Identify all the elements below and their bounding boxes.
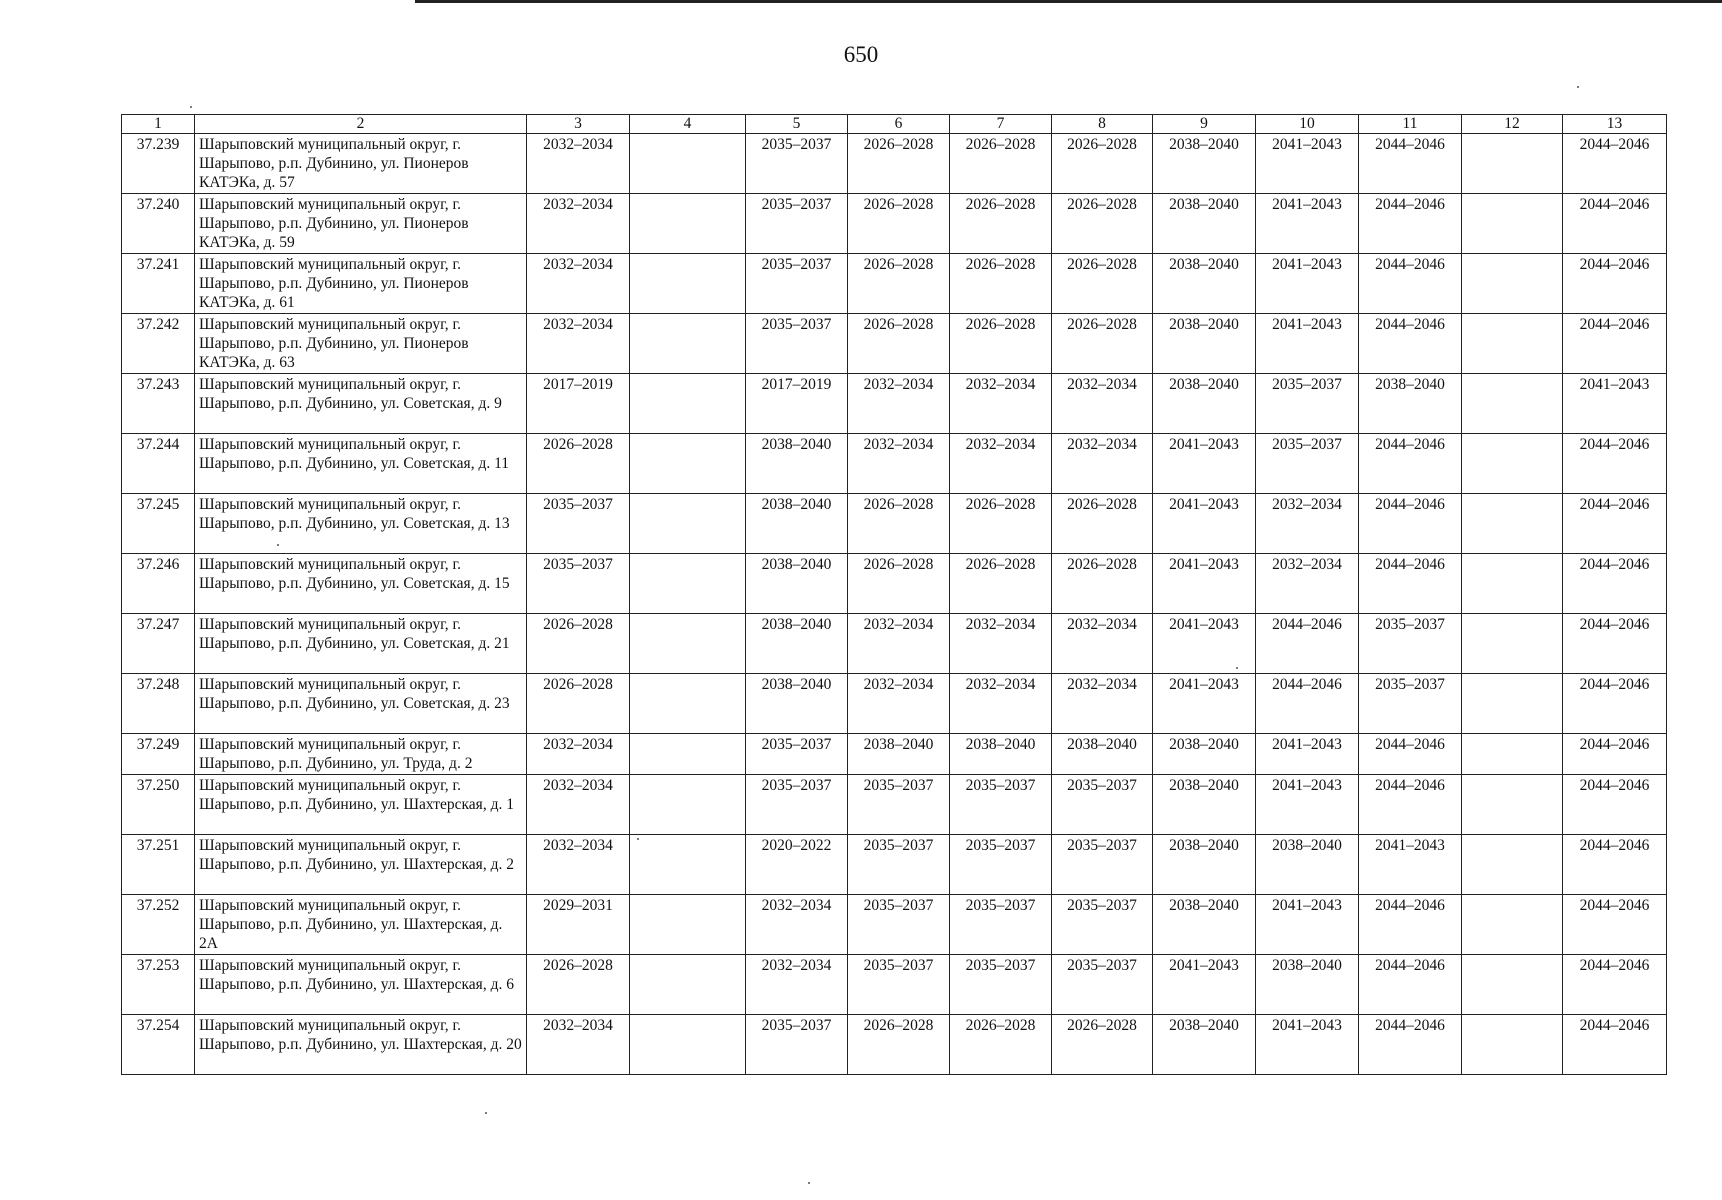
address-cell: Шарыповский муниципальный округ, г. Шарыпово, р.п. Дубинино, ул. Шахтерская, д. 20 [195,1015,527,1075]
period-cell-col-4 [630,674,746,734]
period-cell-col-4 [630,775,746,835]
table-row [122,434,1667,494]
column-number-7: 7 [950,115,1052,134]
period-cell-col-13: 2041–2043 [1563,374,1667,434]
period-cell-col-9: 2038–2040 [1153,254,1256,314]
period-cell-col-13: 2044–2046 [1563,674,1667,734]
period-cell-col-5: 2020–2022 [746,835,848,895]
table-row [122,955,1667,1015]
period-cell-col-8: 2032–2034 [1052,374,1153,434]
address-cell: Шарыповский муниципальный округ, г. Шарыпово, р.п. Дубинино, ул. Шахтерская, д. 6 [195,955,527,1015]
address-cell: Шарыповский муниципальный округ, г. Шарыпово, р.п. Дубинино, ул. Пионеров КАТЭКа, д. 57 [195,134,527,194]
period-cell-col-7: 2026–2028 [950,494,1052,554]
period-cell-col-6: 2032–2034 [848,674,950,734]
period-cell-col-6: 2026–2028 [848,554,950,614]
period-cell-col-12 [1462,494,1563,554]
row-number: 37.250 [122,775,195,835]
period-cell-col-5: 2032–2034 [746,955,848,1015]
period-cell-col-7: 2026–2028 [950,194,1052,254]
period-cell-col-3: 2026–2028 [527,955,630,1015]
period-cell-col-6: 2026–2028 [848,134,950,194]
table-row [122,554,1667,614]
period-cell-col-4 [630,614,746,674]
period-cell-col-5: 2035–2037 [746,134,848,194]
period-cell-col-3: 2035–2037 [527,554,630,614]
period-cell-col-4 [630,554,746,614]
period-cell-col-3: 2032–2034 [527,254,630,314]
column-number-4: 4 [630,115,746,134]
period-cell-col-4 [630,374,746,434]
period-cell-col-11: 2044–2046 [1359,314,1462,374]
period-cell-col-10: 2038–2040 [1256,835,1359,895]
period-cell-col-9: 2041–2043 [1153,554,1256,614]
period-cell-col-12 [1462,314,1563,374]
period-cell-col-4 [630,955,746,1015]
period-cell-col-10: 2041–2043 [1256,194,1359,254]
row-number: 37.252 [122,895,195,955]
table-header [122,115,1667,134]
table-row [122,614,1667,674]
period-cell-col-5: 2038–2040 [746,674,848,734]
address-cell: Шарыповский муниципальный округ, г. Шарыпово, р.п. Дубинино, ул. Советская, д. 9 [195,374,527,434]
row-number: 37.244 [122,434,195,494]
period-cell-col-10: 2044–2046 [1256,614,1359,674]
row-number: 37.247 [122,614,195,674]
period-cell-col-12 [1462,1015,1563,1075]
address-cell: Шарыповский муниципальный округ, г. Шарыпово, р.п. Дубинино, ул. Шахтерская, д. 2 [195,835,527,895]
period-cell-col-7: 2038–2040 [950,734,1052,775]
period-cell-col-9: 2038–2040 [1153,734,1256,775]
address-cell: Шарыповский муниципальный округ, г. Шарыпово, р.п. Дубинино, ул. Труда, д. 2 [195,734,527,775]
period-cell-col-8: 2026–2028 [1052,134,1153,194]
row-number: 37.251 [122,835,195,895]
period-cell-col-13: 2044–2046 [1563,494,1667,554]
period-cell-col-7: 2032–2034 [950,614,1052,674]
period-cell-col-5: 2038–2040 [746,494,848,554]
address-cell: Шарыповский муниципальный округ, г. Шарыпово, р.п. Дубинино, ул. Советская, д. 21 [195,614,527,674]
period-cell-col-6: 2026–2028 [848,1015,950,1075]
period-cell-col-9: 2038–2040 [1153,314,1256,374]
column-number-5: 5 [746,115,848,134]
period-cell-col-12 [1462,134,1563,194]
period-cell-col-13: 2044–2046 [1563,134,1667,194]
period-cell-col-13: 2044–2046 [1563,775,1667,835]
period-cell-col-3: 2032–2034 [527,194,630,254]
period-cell-col-9: 2041–2043 [1153,494,1256,554]
period-cell-col-11: 2044–2046 [1359,775,1462,835]
period-cell-col-4 [630,194,746,254]
page-number: 650 [843,42,879,67]
period-cell-col-3: 2032–2034 [527,134,630,194]
period-cell-col-8: 2026–2028 [1052,254,1153,314]
period-cell-col-5: 2035–2037 [746,775,848,835]
period-cell-col-10: 2035–2037 [1256,434,1359,494]
period-cell-col-10: 2032–2034 [1256,554,1359,614]
period-cell-col-8: 2026–2028 [1052,314,1153,374]
period-cell-col-13: 2044–2046 [1563,194,1667,254]
column-number-6: 6 [848,115,950,134]
period-cell-col-11: 2044–2046 [1359,194,1462,254]
period-cell-col-11: 2044–2046 [1359,1015,1462,1075]
period-cell-col-13: 2044–2046 [1563,434,1667,494]
period-cell-col-9: 2038–2040 [1153,775,1256,835]
period-cell-col-7: 2035–2037 [950,955,1052,1015]
row-number: 37.243 [122,374,195,434]
period-cell-col-9: 2041–2043 [1153,434,1256,494]
period-cell-col-10: 2041–2043 [1256,895,1359,955]
period-cell-col-8: 2035–2037 [1052,895,1153,955]
period-cell-col-7: 2032–2034 [950,374,1052,434]
address-cell: Шарыповский муниципальный округ, г. Шарыпово, р.п. Дубинино, ул. Советская, д. 11 [195,434,527,494]
period-cell-col-3: 2035–2037 [527,494,630,554]
column-number-11: 11 [1359,115,1462,134]
table-row [122,374,1667,434]
period-cell-col-4 [630,1015,746,1075]
period-cell-col-3: 2032–2034 [527,314,630,374]
table-row [122,194,1667,254]
period-cell-col-3: 2032–2034 [527,1015,630,1075]
period-cell-col-5: 2038–2040 [746,614,848,674]
table-row [122,674,1667,734]
row-number: 37.254 [122,1015,195,1075]
row-number: 37.245 [122,494,195,554]
column-number-1: 1 [122,115,195,134]
period-cell-col-10: 2041–2043 [1256,314,1359,374]
period-cell-col-4 [630,494,746,554]
column-number-13: 13 [1563,115,1667,134]
period-cell-col-12 [1462,775,1563,835]
period-cell-col-5: 2038–2040 [746,434,848,494]
period-cell-col-12 [1462,194,1563,254]
period-cell-col-6: 2038–2040 [848,734,950,775]
period-cell-col-8: 2026–2028 [1052,1015,1153,1075]
period-cell-col-8: 2035–2037 [1052,955,1153,1015]
period-cell-col-3: 2026–2028 [527,614,630,674]
period-cell-col-9: 2038–2040 [1153,374,1256,434]
period-cell-col-8: 2026–2028 [1052,554,1153,614]
period-cell-col-4 [630,134,746,194]
period-cell-col-11: 2044–2046 [1359,734,1462,775]
period-cell-col-8: 2032–2034 [1052,614,1153,674]
period-cell-col-7: 2026–2028 [950,134,1052,194]
address-cell: Шарыповский муниципальный округ, г. Шарыпово, р.п. Дубинино, ул. Советская, д. 15 [195,554,527,614]
period-cell-col-10: 2038–2040 [1256,955,1359,1015]
column-number-12: 12 [1462,115,1563,134]
period-cell-col-7: 2026–2028 [950,1015,1052,1075]
period-cell-col-9: 2038–2040 [1153,1015,1256,1075]
period-cell-col-11: 2044–2046 [1359,134,1462,194]
period-cell-col-11: 2041–2043 [1359,835,1462,895]
period-cell-col-6: 2035–2037 [848,895,950,955]
row-number: 37.248 [122,674,195,734]
period-cell-col-8: 2026–2028 [1052,194,1153,254]
period-cell-col-7: 2032–2034 [950,434,1052,494]
period-cell-col-13: 2044–2046 [1563,614,1667,674]
table-row [122,134,1667,194]
period-cell-col-9: 2038–2040 [1153,134,1256,194]
address-cell: Шарыповский муниципальный округ, г. Шарыпово, р.п. Дубинино, ул. Шахтерская, д. 1 [195,775,527,835]
period-cell-col-12 [1462,614,1563,674]
top-rule [415,0,1722,3]
period-cell-col-5: 2035–2037 [746,314,848,374]
period-cell-col-13: 2044–2046 [1563,835,1667,895]
period-cell-col-6: 2032–2034 [848,374,950,434]
period-cell-col-7: 2035–2037 [950,895,1052,955]
period-cell-col-12 [1462,734,1563,775]
table-container [121,114,1667,1075]
column-number-2: 2 [195,115,527,134]
address-cell: Шарыповский муниципальный округ, г. Шарыпово, р.п. Дубинино, ул. Пионеров КАТЭКа, д. 59 [195,194,527,254]
period-cell-col-3: 2032–2034 [527,835,630,895]
period-cell-col-10: 2041–2043 [1256,775,1359,835]
period-cell-col-3: 2032–2034 [527,734,630,775]
period-cell-col-13: 2044–2046 [1563,955,1667,1015]
period-cell-col-11: 2044–2046 [1359,434,1462,494]
period-cell-col-8: 2035–2037 [1052,775,1153,835]
row-number: 37.253 [122,955,195,1015]
row-number: 37.240 [122,194,195,254]
period-cell-col-4 [630,314,746,374]
period-cell-col-9: 2041–2043 [1153,614,1256,674]
period-cell-col-12 [1462,955,1563,1015]
period-cell-col-7: 2026–2028 [950,254,1052,314]
column-number-8: 8 [1052,115,1153,134]
period-cell-col-7: 2035–2037 [950,775,1052,835]
period-cell-col-12 [1462,254,1563,314]
period-cell-col-5: 2035–2037 [746,254,848,314]
period-cell-col-3: 2026–2028 [527,434,630,494]
period-cell-col-9: 2038–2040 [1153,895,1256,955]
table-row [122,895,1667,955]
period-cell-col-13: 2044–2046 [1563,554,1667,614]
table-row [122,254,1667,314]
period-cell-col-3: 2026–2028 [527,674,630,734]
table-row [122,314,1667,374]
table-row [122,494,1667,554]
period-cell-col-12 [1462,674,1563,734]
period-cell-col-12 [1462,835,1563,895]
period-cell-col-6: 2035–2037 [848,955,950,1015]
period-cell-col-10: 2044–2046 [1256,674,1359,734]
period-cell-col-13: 2044–2046 [1563,895,1667,955]
period-cell-col-11: 2044–2046 [1359,895,1462,955]
address-cell: Шарыповский муниципальный округ, г. Шарыпово, р.п. Дубинино, ул. Советская, д. 13 [195,494,527,554]
period-cell-col-3: 2017–2019 [527,374,630,434]
period-cell-col-4 [630,895,746,955]
period-cell-col-13: 2044–2046 [1563,1015,1667,1075]
column-number-3: 3 [527,115,630,134]
period-cell-col-13: 2044–2046 [1563,734,1667,775]
schedule-table [121,114,1667,1075]
column-number-9: 9 [1153,115,1256,134]
period-cell-col-8: 2026–2028 [1052,494,1153,554]
period-cell-col-6: 2035–2037 [848,775,950,835]
period-cell-col-4 [630,835,746,895]
period-cell-col-10: 2041–2043 [1256,254,1359,314]
period-cell-col-13: 2044–2046 [1563,314,1667,374]
period-cell-col-11: 2044–2046 [1359,955,1462,1015]
period-cell-col-12 [1462,434,1563,494]
period-cell-col-6: 2032–2034 [848,614,950,674]
period-cell-col-10: 2035–2037 [1256,374,1359,434]
address-cell: Шарыповский муниципальный округ, г. Шарыпово, р.п. Дубинино, ул. Шахтерская, д. 2А [195,895,527,955]
period-cell-col-11: 2044–2046 [1359,554,1462,614]
table-row [122,835,1667,895]
period-cell-col-12 [1462,895,1563,955]
period-cell-col-11: 2038–2040 [1359,374,1462,434]
row-number: 37.246 [122,554,195,614]
address-cell: Шарыповский муниципальный округ, г. Шарыпово, р.п. Дубинино, ул. Пионеров КАТЭКа, д. 61 [195,254,527,314]
period-cell-col-5: 2032–2034 [746,895,848,955]
period-cell-col-10: 2032–2034 [1256,494,1359,554]
period-cell-col-8: 2032–2034 [1052,674,1153,734]
period-cell-col-4 [630,434,746,494]
period-cell-col-11: 2044–2046 [1359,494,1462,554]
header-row [122,115,1667,134]
period-cell-col-5: 2038–2040 [746,554,848,614]
period-cell-col-6: 2026–2028 [848,254,950,314]
period-cell-col-8: 2038–2040 [1052,734,1153,775]
period-cell-col-9: 2041–2043 [1153,955,1256,1015]
table-body [122,134,1667,1075]
period-cell-col-12 [1462,554,1563,614]
period-cell-col-4 [630,734,746,775]
period-cell-col-11: 2035–2037 [1359,674,1462,734]
column-number-10: 10 [1256,115,1359,134]
row-number: 37.241 [122,254,195,314]
period-cell-col-11: 2044–2046 [1359,254,1462,314]
row-number: 37.242 [122,314,195,374]
period-cell-col-6: 2026–2028 [848,494,950,554]
period-cell-col-3: 2029–2031 [527,895,630,955]
period-cell-col-8: 2035–2037 [1052,835,1153,895]
period-cell-col-9: 2041–2043 [1153,674,1256,734]
row-number: 37.239 [122,134,195,194]
period-cell-col-5: 2035–2037 [746,194,848,254]
address-cell: Шарыповский муниципальный округ, г. Шарыпово, р.п. Дубинино, ул. Советская, д. 23 [195,674,527,734]
address-cell: Шарыповский муниципальный округ, г. Шарыпово, р.п. Дубинино, ул. Пионеров КАТЭКа, д. 63 [195,314,527,374]
period-cell-col-6: 2032–2034 [848,434,950,494]
period-cell-col-11: 2035–2037 [1359,614,1462,674]
period-cell-col-10: 2041–2043 [1256,734,1359,775]
period-cell-col-9: 2038–2040 [1153,194,1256,254]
period-cell-col-8: 2032–2034 [1052,434,1153,494]
row-number: 37.249 [122,734,195,775]
period-cell-col-6: 2026–2028 [848,194,950,254]
period-cell-col-7: 2026–2028 [950,314,1052,374]
period-cell-col-7: 2026–2028 [950,554,1052,614]
period-cell-col-7: 2032–2034 [950,674,1052,734]
period-cell-col-4 [630,254,746,314]
period-cell-col-5: 2017–2019 [746,374,848,434]
period-cell-col-6: 2026–2028 [848,314,950,374]
period-cell-col-9: 2038–2040 [1153,835,1256,895]
period-cell-col-12 [1462,374,1563,434]
period-cell-col-5: 2035–2037 [746,1015,848,1075]
table-row [122,734,1667,775]
period-cell-col-7: 2035–2037 [950,835,1052,895]
period-cell-col-13: 2044–2046 [1563,254,1667,314]
table-row [122,775,1667,835]
table-row [122,1015,1667,1075]
period-cell-col-5: 2035–2037 [746,734,848,775]
period-cell-col-6: 2035–2037 [848,835,950,895]
period-cell-col-10: 2041–2043 [1256,1015,1359,1075]
period-cell-col-10: 2041–2043 [1256,134,1359,194]
period-cell-col-3: 2032–2034 [527,775,630,835]
